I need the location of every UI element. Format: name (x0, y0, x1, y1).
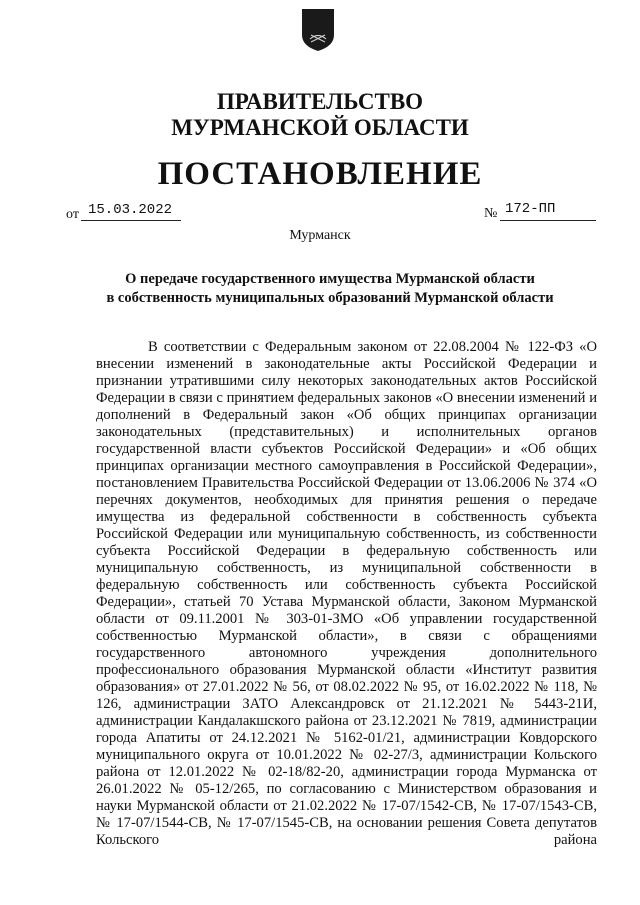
document-subject (100, 270, 560, 308)
body-paragraph: В соответствии с Федеральным законом от 22.08.2004 № 122-ФЗ «О внесении изменений в законодательные акты Российской Федерации и признании утратившими силу некоторых законодательных актов Российской Федерации в связи с принятием федеральных законов «О внесении изменений и дополнений в Федеральный закон «Об общих принципах организации законодательных (представительных) и исполнительных органов государственной власти субъектов Российской Федерации» и «Об общих принципах организации местного самоуправления в Российской Федерации», постановлением Правительства Российской Федерации от 13.06.2006 № 374 «О перечнях документов, необходимых для принятия решения о передаче имущества из федеральной собственности в собственность субъекта Российской Федерации или муниципальную собственность, из собственности субъекта Российской Федерации в федеральную собственность или муниципальную собственность, из муниципальной собственности в федеральную собственность или собственность субъекта Российской Федерации», статьей 70 Устава Мурманской области, Законом Мурманской области от 09.11.2001 № 303-01-ЗМО «Об управлении государственной собственностью Мурманской области», в связи с обращениями государственного автономного учреждения дополнительного профессионального образования Мурманской области «Институт развития образования» от 27.01.2022 № 56, от 08.02.2022 № 95, от 16.02.2022 № 118, № 126, администрации ЗАТО Александровск от 21.12.2021 № 5443-21И, администрации Кандалакшского района от 23.12.2021 № 7819, администрации города Апатиты от 24.12.2021 № 5162-01/21, администрации Ковдорского муниципального округа от 10.01.2022 № 02-27/3, администрации Кольского района от 12.01.2022 № 02-18/82-20, администрации города Мурманска от 26.01.2022 № 05-12/265, по согласованию с Министерством образования и науки Мурманской области от 21.02.2022 № 17-07/1542-СВ, № 17-07/1543-СВ, № 17-07/1544-СВ, № 17-07/1545-СВ, на основании решения Совета депутатов Кольского района (96, 339, 597, 848)
date-prefix: от (66, 207, 79, 222)
coat-of-arms-icon (301, 8, 335, 52)
document-number: 172-ПП (505, 201, 556, 217)
document-type-title: ПОСТАНОВЛЕНИЕ (157, 156, 483, 192)
government-name-line2: МУРМАНСКОЙ ОБЛАСТИ (171, 115, 469, 140)
document-date: 15.03.2022 (88, 202, 173, 218)
government-name-line1: ПРАВИТЕЛЬСТВО (216, 89, 424, 114)
city-name: Мурманск (289, 228, 351, 243)
subject-line1: О передаче государственного имущества Мурманской области (125, 271, 535, 287)
number-prefix: № (484, 206, 498, 221)
subject-line2: в собственность муниципальных образований Мурманской области (106, 290, 554, 306)
document-body (96, 339, 597, 849)
